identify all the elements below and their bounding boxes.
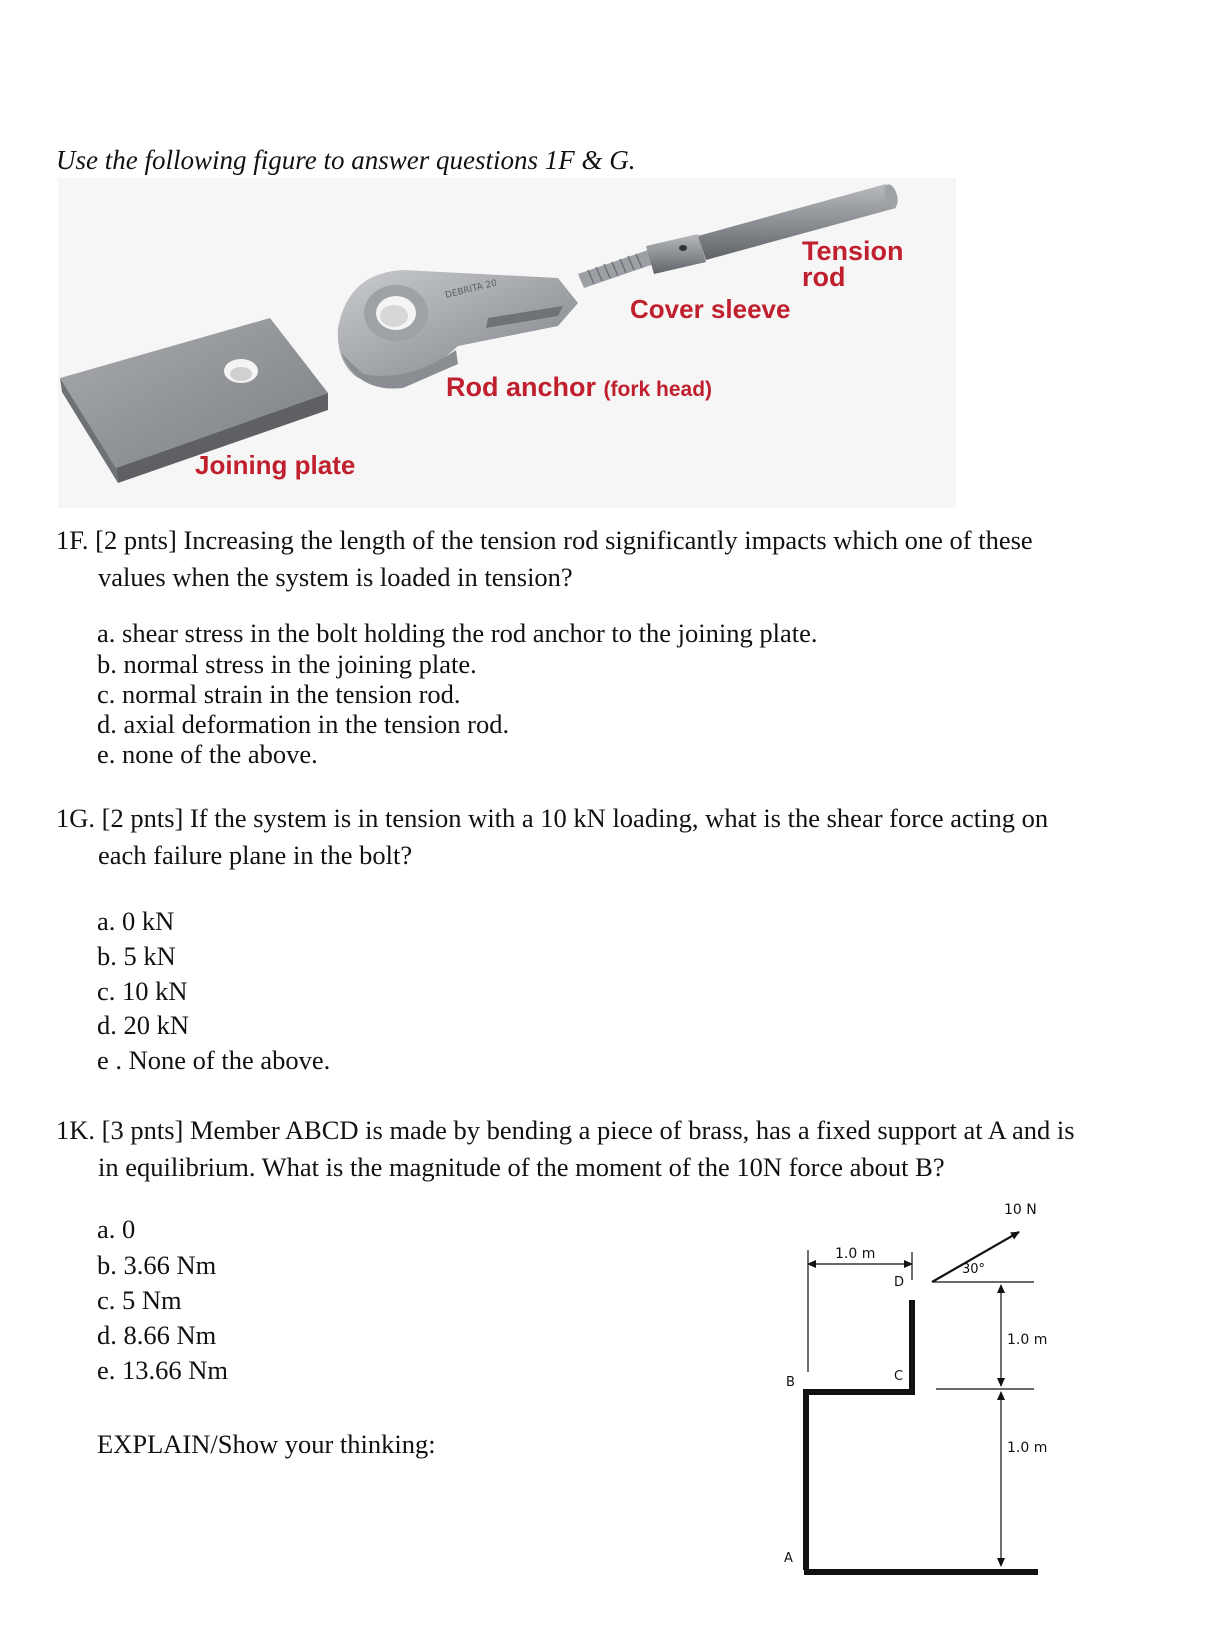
label-rod-anchor (446, 372, 712, 403)
option-1f-e: e. none of the above. (97, 739, 318, 769)
anchor-assembly-figure (58, 178, 956, 508)
point-c-label: C (894, 1369, 904, 1384)
explain-prompt: EXPLAIN/Show your thinking: (97, 1429, 436, 1459)
option-1f-c: c. normal strain in the tension rod. (97, 679, 461, 709)
question-1g-line2: each failure plane in the bolt? (98, 840, 413, 870)
option-1g-b: b. 5 kN (97, 941, 176, 971)
assembly-illustration (58, 178, 956, 508)
option-1g-e: e . None of the above. (97, 1045, 331, 1075)
label-rod-anchor-main: Rod anchor (446, 372, 597, 402)
question-1f-line1: 1F. [2 pnts] Increasing the length of the tension rod significantly impacts which one of these (56, 525, 1033, 555)
dimension-lower-label: 1.0 m (1007, 1440, 1048, 1456)
option-1g-d: d. 20 kN (97, 1010, 190, 1040)
point-a-label: A (784, 1551, 793, 1566)
option-1f-a: a. shear stress in the bolt holding the rod anchor to the joining plate. (97, 618, 818, 648)
question-1k-line2: in equilibrium. What is the magnitude of the moment of the 10N force about B? (98, 1152, 945, 1182)
option-1k-a: a. 0 (97, 1214, 136, 1244)
option-1k-d: d. 8.66 Nm (97, 1320, 217, 1350)
label-cover-sleeve: Cover sleeve (630, 294, 791, 324)
option-1k-c: c. 5 Nm (97, 1285, 182, 1315)
label-tension-rod-line1: Tension (802, 236, 904, 266)
option-1k-e: e. 13.66 Nm (97, 1355, 229, 1385)
angle-label: 30° (962, 1262, 986, 1277)
fork-stamp-text: DEBRITA 20 (444, 278, 499, 301)
question-1g-line1: 1G. [2 pnts] If the system is in tension with a 10 kN loading, what is the shear force acting on (56, 803, 1049, 833)
rod-anchor-shape (338, 270, 578, 389)
question-1k-line1: 1K. [3 pnts] Member ABCD is made by bending a piece of brass, has a fixed support at A and is (56, 1115, 1075, 1145)
point-d-label: D (894, 1275, 905, 1290)
question-1k (56, 1112, 1176, 1186)
option-1f-d: d. axial deformation in the tension rod. (97, 709, 510, 739)
label-rod-anchor-sub: (fork head) (603, 378, 713, 401)
dimension-upper-label: 1.0 m (1007, 1332, 1048, 1348)
member-abcd-diagram (784, 1202, 1110, 1580)
option-1f-b: b. normal stress in the joining plate. (97, 649, 477, 679)
force-label: 10 N (1004, 1202, 1037, 1218)
label-joining-plate: Joining plate (195, 450, 356, 480)
point-b-label: B (786, 1375, 795, 1390)
option-1g-c: c. 10 kN (97, 976, 188, 1006)
member-abcd (806, 1300, 912, 1570)
option-1g-a: a. 0 kN (97, 906, 175, 936)
question-1f-line2: values when the system is loaded in tension? (98, 562, 573, 592)
label-tension-rod-line2: rod (802, 262, 846, 292)
dimension-top-label: 1.0 m (835, 1246, 876, 1262)
intro-text: Use the following figure to answer questions 1F & G. (56, 145, 636, 175)
question-1g (56, 800, 1176, 874)
label-tension-rod (802, 238, 904, 290)
question-1f (56, 522, 1176, 596)
option-1k-b: b. 3.66 Nm (97, 1250, 217, 1280)
